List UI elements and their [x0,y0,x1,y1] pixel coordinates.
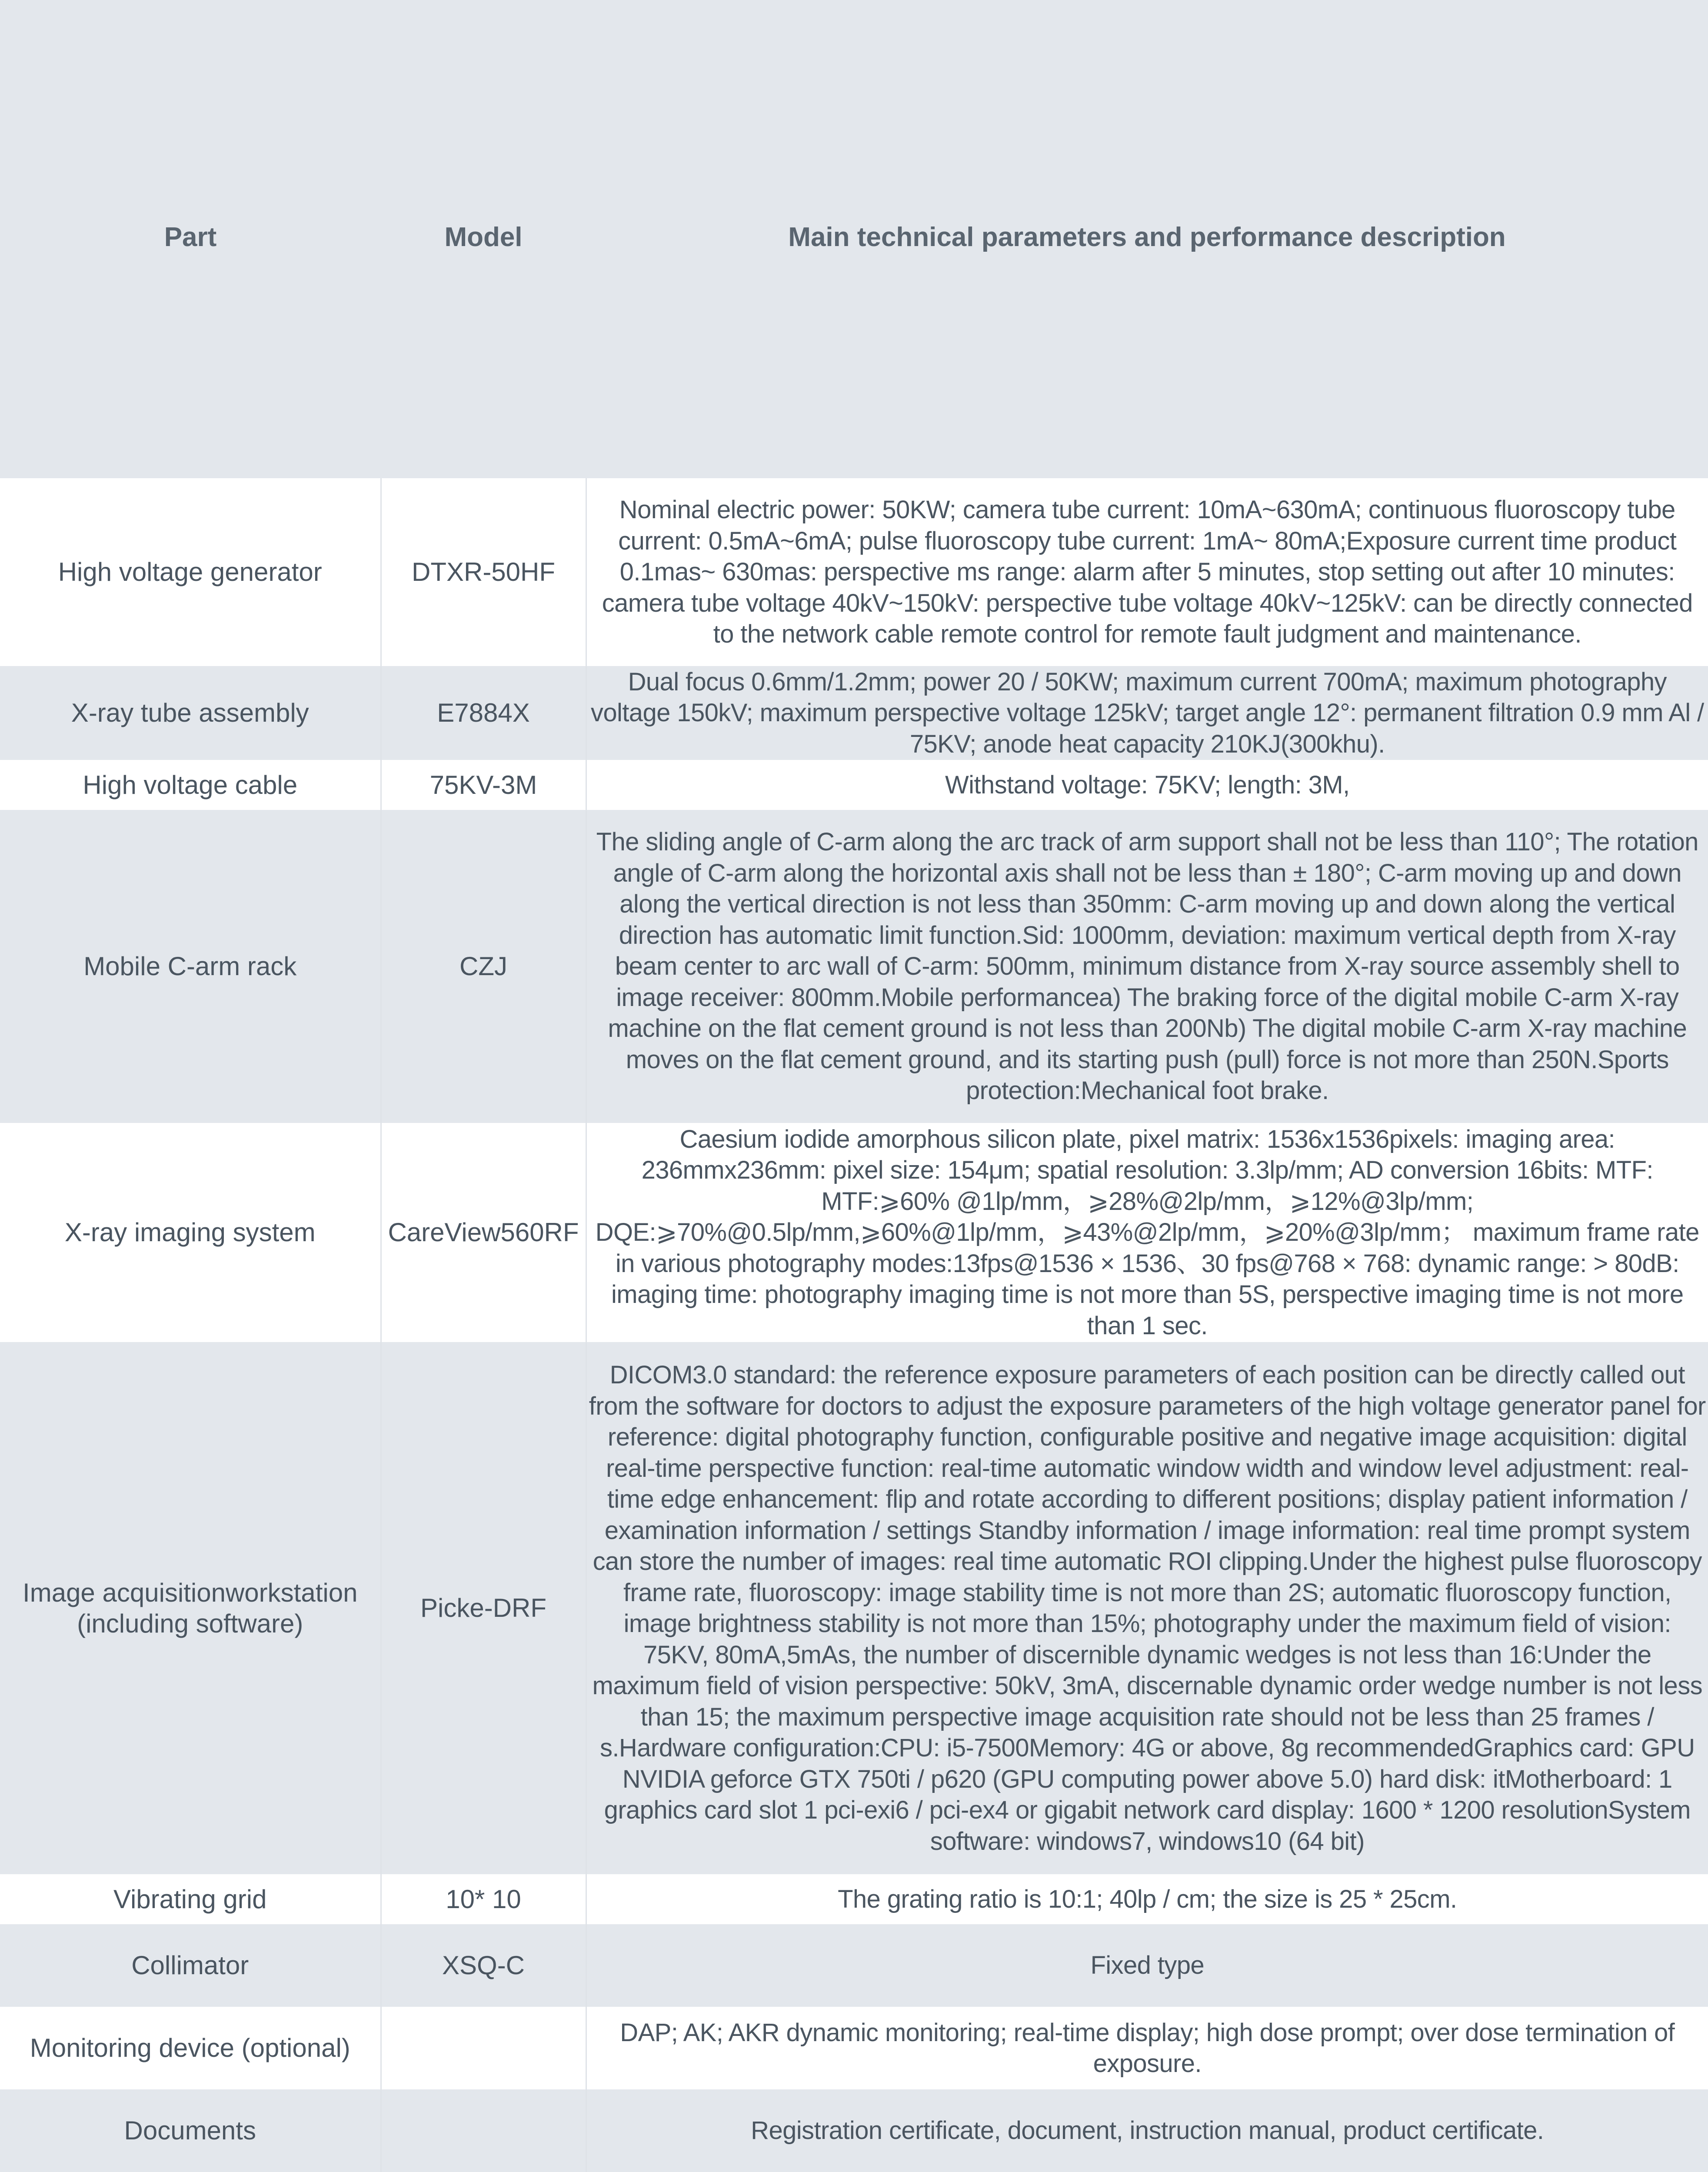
description-cell: Fixed type [586,1924,1708,2007]
table-row [0,2007,1708,2089]
part-cell: High voltage generator [0,478,381,666]
table-row [0,666,1708,760]
part-cell: Collimator [0,1924,381,2007]
model-cell: XSQ-C [381,1924,586,2007]
part-cell: Documents [0,2089,381,2172]
header-part: Part [0,0,381,478]
table-row [0,1924,1708,2007]
model-cell: DTXR-50HF [381,478,586,666]
model-cell: 10* 10 [381,1874,586,1924]
description-cell: DAP; AK; AKR dynamic monitoring; real-time display; high dose prompt; over dose termination of exposure. [586,2007,1708,2089]
model-cell: CareView560RF [381,1123,586,1342]
part-cell: X-ray tube assembly [0,666,381,760]
table-row [0,1342,1708,1874]
description-cell: The sliding angle of C-arm along the arc track of arm support shall not be less than 110°; The rotation angle of C-arm along the horizontal axis shall not be less than ± 180°; C-arm moving up and down along the vertical direction is not less than 350mm: C-arm moving up and down along the vertical direction has automatic limit function.Sid: 1000mm, deviation: maximum vertical depth from X-ray beam center to arc wall of C-arm: 500mm, minimum distance from X-ray source assembly shell to image receiver: 800mm.Mobile performancea) The braking force of the digital mobile C-arm X-ray machine on the flat cement ground is not less than 200Nb) The digital mobile C-arm X-ray machine moves on the flat cement ground, and its starting push (pull) force is not more than 250N.Sports protection:Mechanical foot brake. [586,810,1708,1123]
description-cell: Registration certificate, document, instruction manual, product certificate. [586,2089,1708,2172]
table-row [0,810,1708,1123]
description-cell: Dual focus 0.6mm/1.2mm; power 20 / 50KW; maximum current 700mA; maximum photography voltage 150kV; maximum perspective voltage 125kV; target angle 12°: permanent filtration 0.9 mm Al / 75KV; anode heat capacity 210KJ(300khu). [586,666,1708,760]
table-row [0,1123,1708,1342]
part-cell: X-ray imaging system [0,1123,381,1342]
part-cell: Monitoring device (optional) [0,2007,381,2089]
description-cell: Nominal electric power: 50KW; camera tube current: 10mA~630mA; continuous fluoroscopy tube current: 0.5mA~6mA; pulse fluoroscopy tube current: 1mA~ 80mA;Exposure current time product 0.1mas~ 630mas: perspective ms range: alarm after 5 minutes, stop setting out after 10 minutes: camera tube voltage 40kV~150kV: perspective tube voltage 40kV~125kV: can be directly connected to the network cable remote control for remote fault judgment and maintenance. [586,478,1708,666]
model-cell: CZJ [381,810,586,1123]
description-cell: The grating ratio is 10:1; 40lp / cm; the size is 25 * 25cm. [586,1874,1708,1924]
model-cell: Picke-DRF [381,1342,586,1874]
table-row [0,478,1708,666]
part-cell: Mobile C-arm rack [0,810,381,1123]
model-cell: 75KV-3M [381,760,586,810]
table-row [0,760,1708,810]
header-description: Main technical parameters and performance description [586,0,1708,478]
table-row [0,2089,1708,2172]
description-cell: Withstand voltage: 75KV; length: 3M, [586,760,1708,810]
description-cell: DICOM3.0 standard: the reference exposure parameters of each position can be directly called out from the software for doctors to adjust the exposure parameters of the high voltage generator panel for reference: digital photography function, configurable positive and negative image acquisition: digital real-time perspective function: real-time automatic window width and window level adjustment: real-time edge enhancement: flip and rotate according to different positions; display patient information / examination information / settings Standby information / image information: real time prompt system can store the number of images: real time automatic ROI clipping.Under the highest pulse fluoroscopy frame rate, fluoroscopy: image stability time is not more than 2S; automatic fluoroscopy function, image brightness stability is not more than 15%; photography under the maximum field of vision: 75KV, 80mA,5mAs, the number of discernible dynamic wedges is not less than 16:Under the maximum field of vision perspective: 50kV, 3mA, discernable dynamic order wedge number is not less than 15; the maximum perspective image acquisition rate should not be less than 25 frames / s.Hardware configuration:CPU: i5-7500Memory: 4G or above, 8g recommendedGraphics card: GPU NVIDIA geforce GTX 750ti / p620 (GPU computing power above 5.0) hard disk: itMotherboard: 1 graphics card slot 1 pci-exi6 / pci-ex4 or gigabit network card display: 1600 * 1200 resolutionSystem software: windows7, windows10 (64 bit) [586,1342,1708,1874]
part-cell: Vibrating grid [0,1874,381,1924]
description-cell: Caesium iodide amorphous silicon plate, pixel matrix: 1536x1536pixels: imaging area: 236mmx236mm: pixel size: 154μm; spatial resolution: 3.3lp/mm; AD conversion 16bits: MTF: MTF:⩾60% @1lp/mm，⩾28%@2lp/mm，⩾12%@3lp/mm; DQE:⩾70%@0.5lp/mm,⩾60%@1lp/mm，⩾43%@2lp/mm，⩾20%@3lp/mm； maximum frame rate in various photography modes:13fps@1536 × 1536、30 fps@768 × 768: dynamic range: > 80dB: imaging time: photography imaging time is not more than 5S, perspective imaging time is not more than 1 sec. [586,1123,1708,1342]
table-header-row [0,0,1708,478]
part-cell: High voltage cable [0,760,381,810]
model-cell [381,2089,586,2172]
header-model: Model [381,0,586,478]
table-row [0,1874,1708,1924]
model-cell: E7884X [381,666,586,760]
part-cell: Image acquisitionworkstation (including software) [0,1342,381,1874]
model-cell [381,2007,586,2089]
